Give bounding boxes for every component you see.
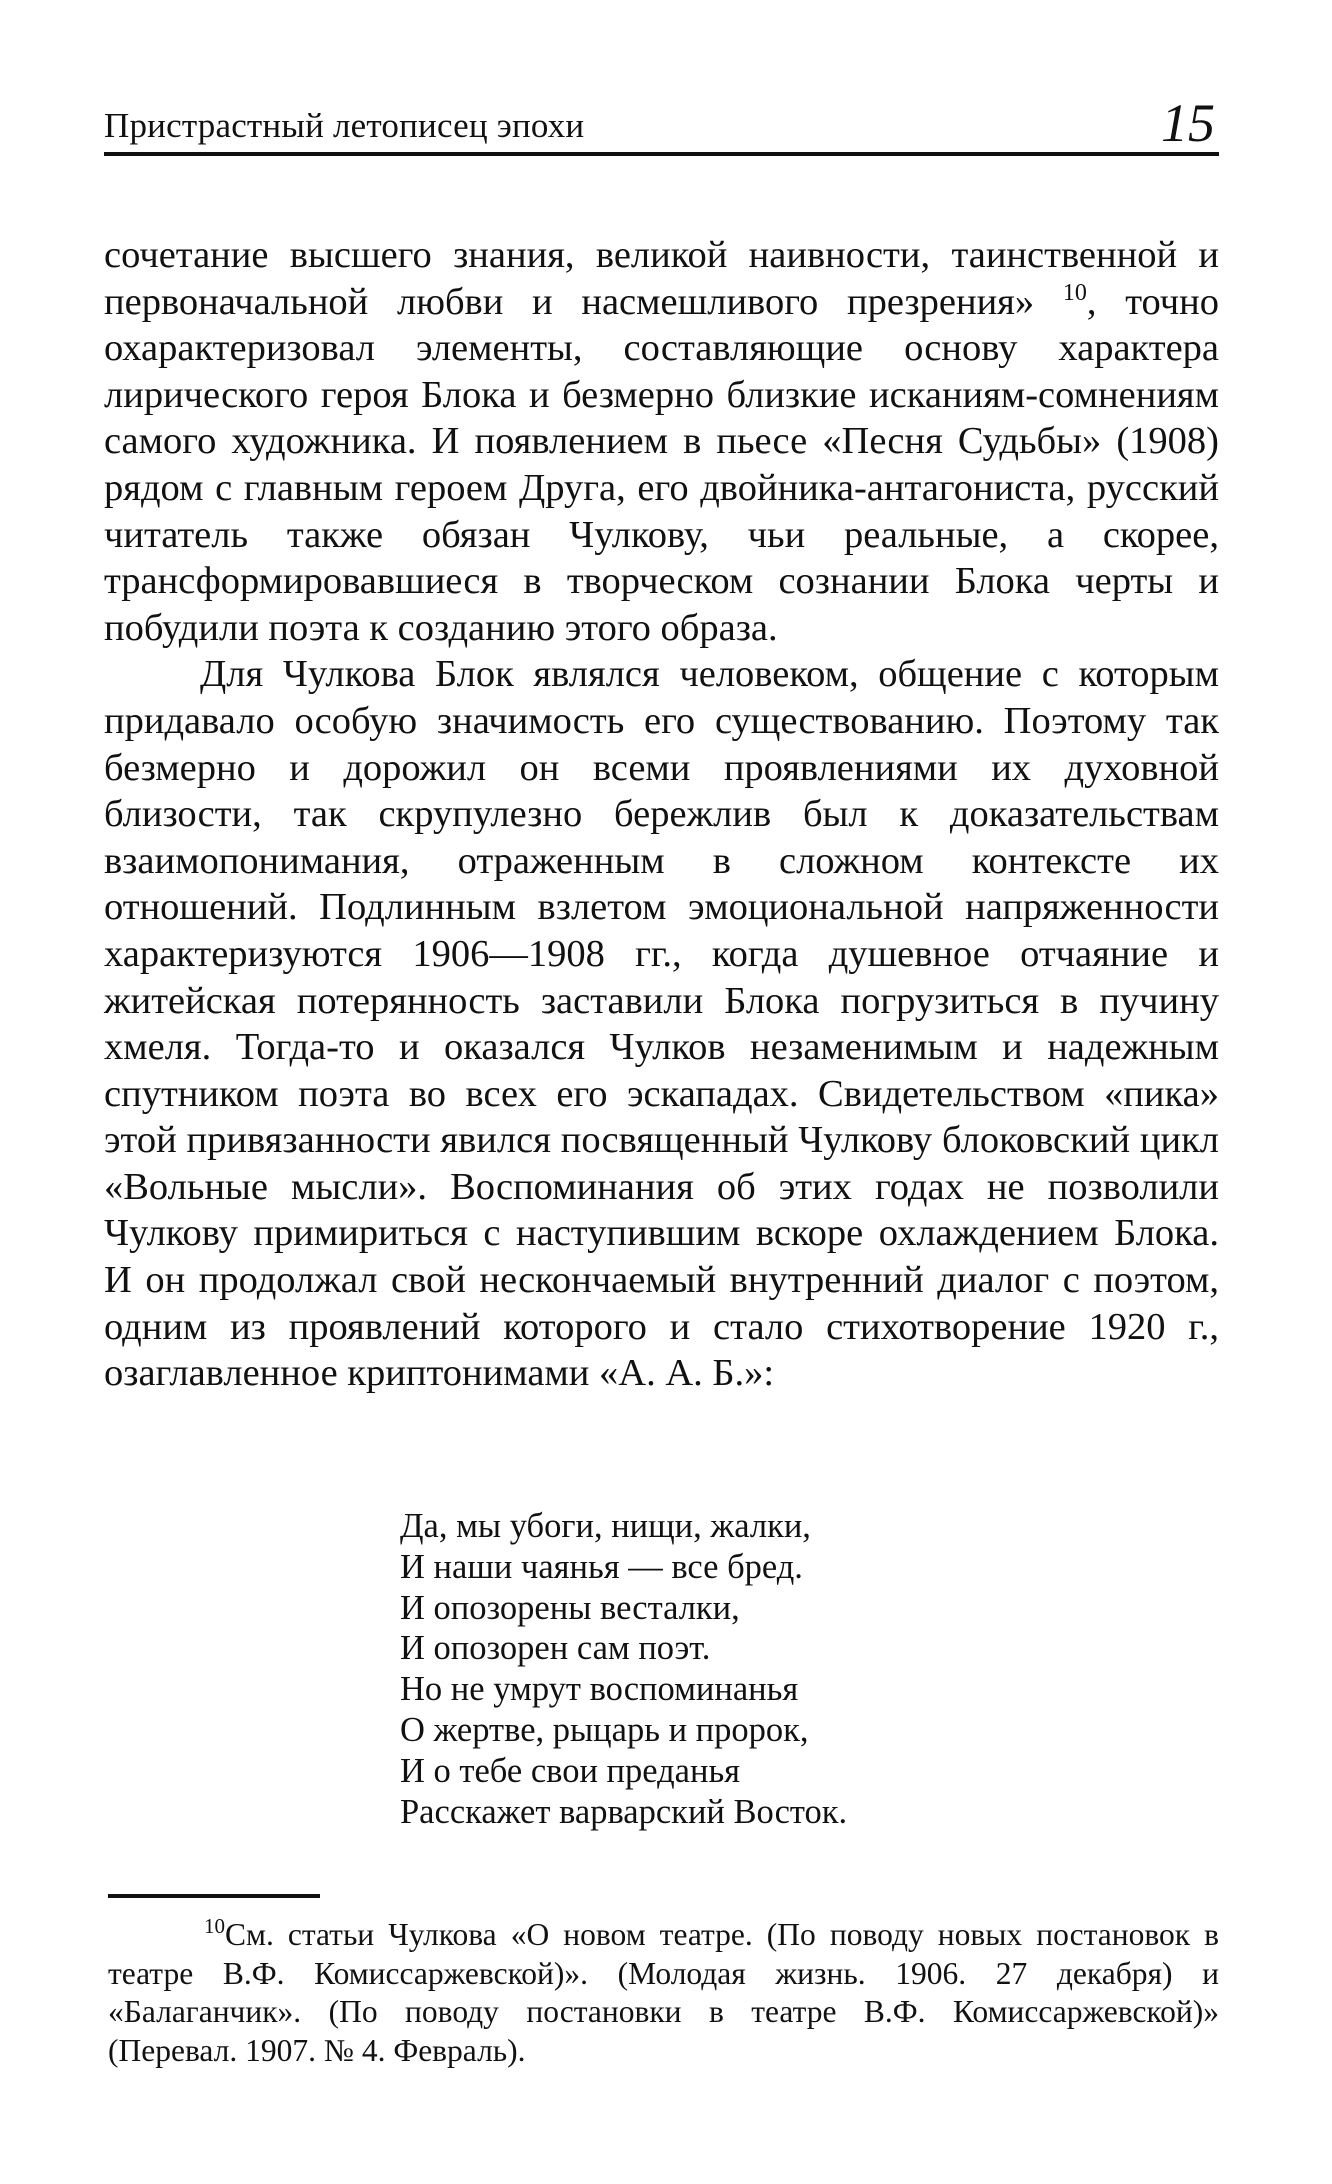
poem-line: Но не умрут воспоминанья bbox=[400, 1670, 799, 1709]
paragraph-1-text-start: сочетание высшего знания, великой наивности, таинственной и первоначальной любви и насмешливого презрения» bbox=[104, 234, 1219, 323]
footnote-mark: 10 bbox=[204, 1914, 225, 1938]
footnote-reference: 10 bbox=[1062, 279, 1087, 306]
page-number: 15 bbox=[1161, 93, 1215, 153]
poem-line: О жертве, рыцарь и пророк, bbox=[400, 1710, 809, 1749]
body-text bbox=[104, 232, 1219, 1397]
poem bbox=[400, 1506, 847, 1832]
paragraph-2: Для Чулкова Блок являлся человеком, общение с которым придавало особую значимость его существованию. Поэтому так безмерно и дорожил он всеми проявлениями их духовной близости, так скрупулезно бережлив был к доказательствам взаимопонимания, отраженным в сложном контексте их отношений. Подлинным взлетом эмоциональной напряженности характеризуются 1906—1908 гг., когда душевное отчаяние и житейская потерянность заставили Блока погрузиться в пучину хмеля. Тогда-то и оказался Чулков незаменимым и надежным спутником поэта во всех его эскападах. Свидетельством «пика» этой привязанности явился посвященный Чулкову блоковский цикл «Вольные мысли». Воспоминания об этих годах не позволили Чулкову примириться с наступившим вскоре охлаждением Блока. И он продолжал свой нескончаемый внутренний диалог с поэтом, одним из проявлений которого и стало стихотворение 1920 г., озаглавленное криптонимами «А. А. Б.»: bbox=[104, 653, 1219, 1395]
poem-line: И наши чаянья — все бред. bbox=[400, 1547, 803, 1586]
footnote bbox=[108, 1916, 1219, 2070]
footnote-paragraph bbox=[108, 1916, 1219, 2070]
poem-line: Расскажет варварский Восток. bbox=[400, 1792, 848, 1831]
poem-line: Да, мы убоги, нищи, жалки, bbox=[400, 1507, 811, 1545]
footnote-text: См. статьи Чулкова «О новом театре. (По поводу новых постановок в театре В.Ф. Комиссаржевской)». (Молодая жизнь. 1906. 27 декабря) и «Балаганчик». (По поводу постановки в театре В.Ф. Комиссаржевской)» (Перевал. 1907. № 4. Февраль). bbox=[108, 1917, 1219, 2068]
poem-line: И опозорены весталки, bbox=[400, 1588, 740, 1627]
paragraph-1-text-end: , точно охарактеризовал элементы, составляющие основу характера лирического героя Блока и безмерно близкие исканиям-сомнениям самого художника. И появлением в пьесе «Песня Судьбы» (1908) рядом с главным героем Друга, его двойника-антагониста, русский читатель также обязан Чулкову, чьи реальные, а скорее, трансформировавшиеся в творческом сознании Блока черты и побудили поэта к созданию этого образа. bbox=[104, 280, 1219, 649]
running-title: Пристрастный летописец эпохи bbox=[104, 106, 585, 145]
poem-line: И опозорен сам поэт. bbox=[400, 1629, 711, 1668]
paragraph-1 bbox=[104, 232, 1219, 651]
poem-line: И о тебе свои преданья bbox=[400, 1751, 741, 1790]
footnote-divider bbox=[108, 1894, 320, 1898]
running-header bbox=[104, 92, 1219, 156]
